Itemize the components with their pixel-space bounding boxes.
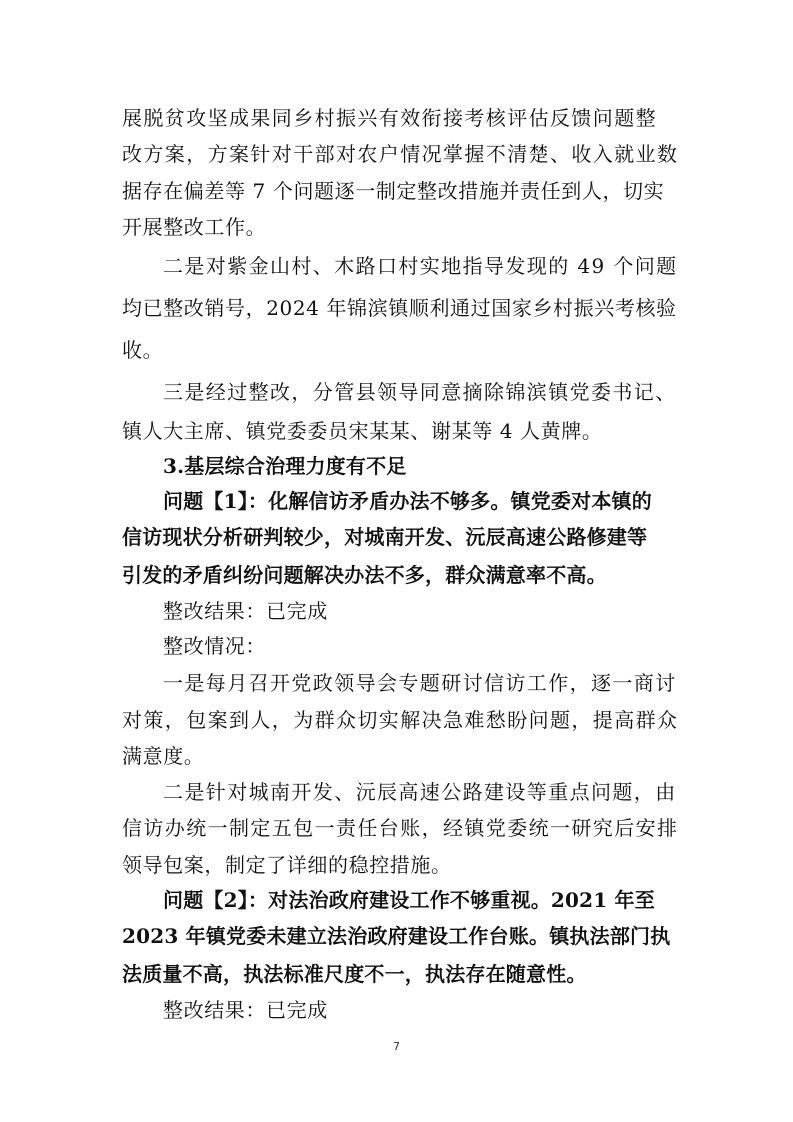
paragraph-line: 三是经过整改，分管县领导同意摘除锦滨镇党委书记、 — [163, 380, 677, 404]
rectification-status-label: 整改情况： — [163, 634, 266, 658]
issue-line: 信访现状分析研判较少，对城南开发、沅辰高速公路修建等 — [122, 525, 648, 549]
paragraph-line: 镇人大主席、镇党委委员宋某某、谢某等 4 人黄牌。 — [122, 419, 603, 443]
paragraph-line: 收。 — [122, 338, 164, 362]
paragraph-line: 改方案，方案针对干部对农户情况掌握不清楚、收入就业数 — [122, 142, 679, 166]
paragraph-line: 开展整改工作。 — [122, 215, 267, 239]
paragraph-line: 二是针对城南开发、沅辰高速公路建设等重点问题，由 — [163, 780, 677, 804]
section-heading: 3.基层综合治理力度有不足 — [163, 454, 407, 478]
rectification-result: 整改结果：已完成 — [163, 998, 328, 1022]
paragraph-line: 对策，包案到人，为群众切实解决急难愁盼问题，提高群众 — [122, 708, 679, 732]
issue-line: 2023 年镇党委未建立法治政府建设工作台账。镇执法部门执 — [122, 924, 671, 948]
paragraph-line: 信访办统一制定五包一责任台账，经镇党委统一研究后安排 — [122, 816, 679, 840]
rectification-result: 整改结果：已完成 — [163, 599, 328, 623]
paragraph-line: 满意度。 — [122, 744, 205, 768]
paragraph-line: 二是对紫金山村、木路口村实地指导发现的 49 个问题 — [163, 254, 678, 278]
paragraph-line: 领导包案，制定了详细的稳控措施。 — [122, 853, 452, 877]
issue-heading: 问题【1】：化解信访矛盾办法不够多。镇党委对本镇的 — [163, 489, 652, 513]
issue-line: 法质量不高，执法标准尺度不一，执法存在随意性。 — [122, 962, 587, 986]
paragraph-line: 均已整改销号，2024 年锦滨镇顺利通过国家乡村振兴考核验 — [122, 296, 677, 320]
page-number: 7 — [393, 1040, 400, 1053]
issue-line: 引发的矛盾纠纷问题解决办法不多，群众满意率不高。 — [122, 563, 607, 587]
paragraph-line: 一是每月召开党政领导会专题研讨信访工作，逐一商讨 — [163, 671, 677, 695]
paragraph-line: 展脱贫攻坚成果同乡村振兴有效衔接考核评估反馈问题整 — [122, 106, 657, 130]
paragraph-line: 据存在偏差等 7 个问题逐一制定整改措施并责任到人，切实 — [122, 179, 665, 203]
issue-heading: 问题【2】：对法治政府建设工作不够重视。2021 年至 — [163, 888, 655, 912]
